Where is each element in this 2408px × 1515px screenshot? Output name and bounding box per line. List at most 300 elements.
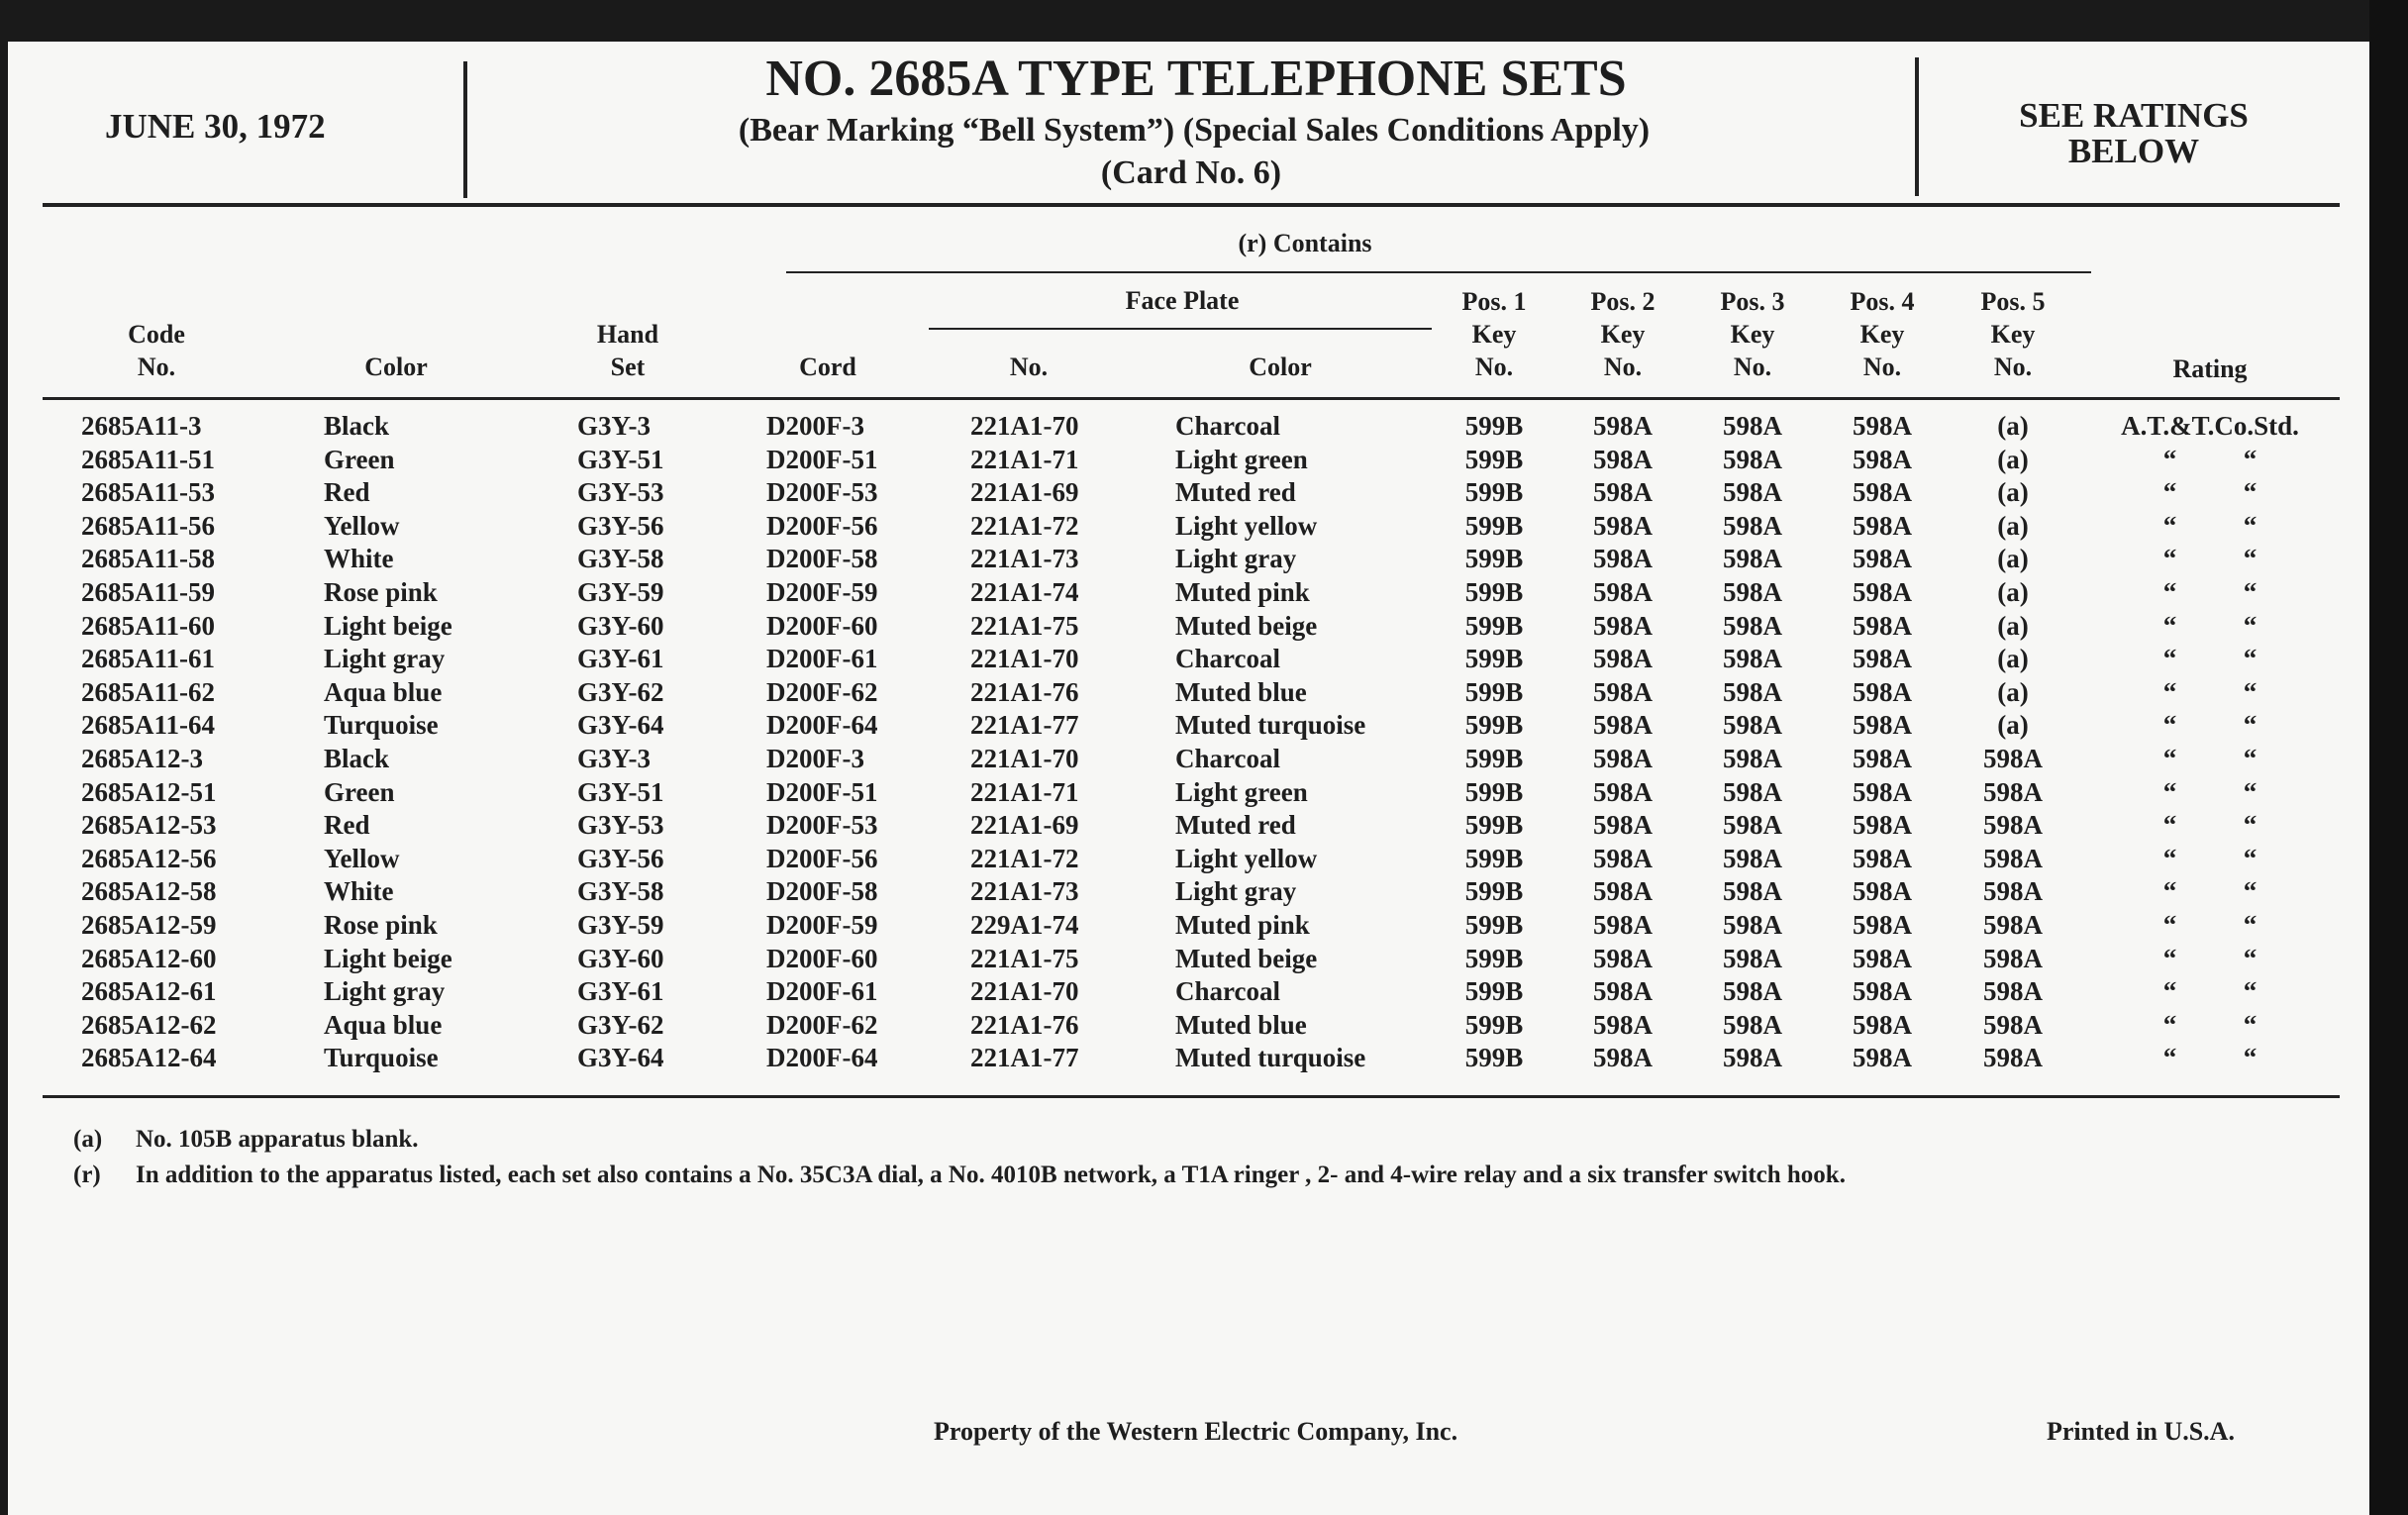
cell-face-plate-color: Charcoal <box>1175 644 1280 674</box>
cell-rating: A.T.&T.Co.Std. <box>2121 411 2299 441</box>
cell-color: Turquoise <box>324 710 439 741</box>
cell-face-plate-color: Muted blue <box>1175 1009 1307 1040</box>
cell-pos3: 598A <box>1723 544 1782 574</box>
cell-pos3: 598A <box>1723 810 1782 841</box>
table-row <box>0 942 2408 975</box>
table-row <box>0 475 2408 509</box>
col-pos3-line1: Pos. 3 <box>1720 287 1785 316</box>
cell-rating: “ “ <box>2162 444 2258 474</box>
cell-hand-set: G3Y-53 <box>577 477 664 508</box>
cell-pos5: (a) <box>1997 610 2029 641</box>
col-faceplate-no: No. <box>1009 353 1049 381</box>
cell-face-plate-color: Muted turquoise <box>1175 1043 1366 1073</box>
cell-code: 2685A11-51 <box>81 444 215 474</box>
cell-pos4: 598A <box>1853 644 1912 674</box>
header-divider-left <box>463 61 467 198</box>
cell-face-plate-no: 221A1-70 <box>970 744 1079 773</box>
cell-color: White <box>324 544 394 574</box>
cell-pos1: 599B <box>1464 510 1524 541</box>
cell-color: Green <box>324 444 395 474</box>
cell-pos1: 599B <box>1464 1043 1524 1073</box>
cell-pos5: 598A <box>1983 744 2043 773</box>
cell-pos1: 599B <box>1464 776 1524 807</box>
col-pos5-line3: No. <box>1993 353 2033 381</box>
cell-pos4: 598A <box>1853 676 1912 707</box>
cell-pos4: 598A <box>1853 411 1912 441</box>
cell-cord: D200F-3 <box>766 411 864 441</box>
cell-hand-set: G3Y-62 <box>577 1009 664 1040</box>
cell-pos4: 598A <box>1853 943 1912 973</box>
cell-face-plate-no: 221A1-77 <box>970 710 1079 741</box>
cell-rating: “ “ <box>2162 1009 2258 1040</box>
cell-pos5: 598A <box>1983 943 2043 973</box>
cell-pos2: 598A <box>1593 411 1653 441</box>
cell-cord: D200F-59 <box>766 910 878 940</box>
table-row <box>0 575 2408 609</box>
cell-hand-set: G3Y-60 <box>577 943 664 973</box>
col-pos3-line2: Key <box>1730 320 1775 349</box>
col-cord: Cord <box>799 353 856 381</box>
cell-face-plate-no: 221A1-75 <box>970 943 1079 973</box>
cell-rating: “ “ <box>2162 744 2258 773</box>
cell-pos5: (a) <box>1997 644 2029 674</box>
cell-hand-set: G3Y-58 <box>577 544 664 574</box>
table-row <box>0 874 2408 908</box>
cell-color: Light gray <box>324 976 446 1007</box>
cell-rating: “ “ <box>2162 976 2258 1007</box>
cell-code: 2685A12-3 <box>81 744 203 773</box>
cell-pos3: 598A <box>1723 744 1782 773</box>
cell-rating: “ “ <box>2162 544 2258 574</box>
cell-hand-set: G3Y-3 <box>577 411 652 441</box>
cell-cord: D200F-3 <box>766 744 864 773</box>
cell-cord: D200F-62 <box>766 676 878 707</box>
cell-pos5: 598A <box>1983 976 2043 1007</box>
cell-face-plate-color: Light yellow <box>1175 510 1318 541</box>
cell-pos4: 598A <box>1853 744 1912 773</box>
footnote-r-text: In addition to the apparatus listed, each set also contains a No. 35C3A dial, a No. 4010B network, a T1A ringer , 2- and 4-wire relay and a six transfer switch hook. <box>136 1162 1846 1188</box>
col-pos4-line3: No. <box>1862 353 1902 381</box>
col-pos1-line2: Key <box>1471 320 1517 349</box>
cell-face-plate-color: Muted blue <box>1175 676 1307 707</box>
table-row <box>0 742 2408 775</box>
cell-face-plate-no: 221A1-70 <box>970 411 1079 441</box>
cell-cord: D200F-51 <box>766 444 878 474</box>
cell-color: Black <box>324 744 390 773</box>
cell-pos4: 598A <box>1853 843 1912 873</box>
cell-face-plate-color: Light gray <box>1175 544 1297 574</box>
cell-code: 2685A11-3 <box>81 411 202 441</box>
cell-code: 2685A12-60 <box>81 943 217 973</box>
cell-hand-set: G3Y-61 <box>577 644 664 674</box>
cell-pos4: 598A <box>1853 776 1912 807</box>
cell-code: 2685A11-64 <box>81 710 215 741</box>
cell-color: Light gray <box>324 644 446 674</box>
cell-face-plate-color: Charcoal <box>1175 411 1280 441</box>
cell-pos5: 598A <box>1983 1009 2043 1040</box>
cell-face-plate-no: 221A1-69 <box>970 810 1079 841</box>
cell-pos2: 598A <box>1593 843 1653 873</box>
header-rule <box>43 203 2340 207</box>
cell-cord: D200F-53 <box>766 477 878 508</box>
cell-face-plate-color: Light green <box>1175 776 1308 807</box>
cell-cord: D200F-60 <box>766 610 878 641</box>
cell-pos5: 598A <box>1983 1043 2043 1073</box>
page-title: NO. 2685A TYPE TELEPHONE SETS <box>765 50 1627 107</box>
contains-header: (r) Contains <box>1238 229 1372 257</box>
table-bottom-rule <box>43 1095 2340 1098</box>
cell-pos5: (a) <box>1997 710 2029 741</box>
cell-code: 2685A12-53 <box>81 810 217 841</box>
cell-face-plate-color: Muted red <box>1175 810 1296 841</box>
date: JUNE 30, 1972 <box>105 107 326 146</box>
cell-pos5: 598A <box>1983 876 2043 907</box>
cell-code: 2685A11-62 <box>81 676 215 707</box>
col-code-line2: No. <box>137 353 176 381</box>
cell-pos2: 598A <box>1593 676 1653 707</box>
table-row <box>0 708 2408 742</box>
cell-pos3: 598A <box>1723 1043 1782 1073</box>
table-row <box>0 1008 2408 1042</box>
col-pos5-line1: Pos. 5 <box>1980 287 2046 316</box>
footer-printed: Printed in U.S.A. <box>2047 1417 2235 1446</box>
cell-pos5: (a) <box>1997 477 2029 508</box>
cell-rating: “ “ <box>2162 876 2258 907</box>
cell-pos5: (a) <box>1997 510 2029 541</box>
cell-face-plate-color: Charcoal <box>1175 744 1280 773</box>
cell-rating: “ “ <box>2162 943 2258 973</box>
cell-hand-set: G3Y-58 <box>577 876 664 907</box>
cell-pos2: 598A <box>1593 1009 1653 1040</box>
see-ratings-below: BELOW <box>2067 132 2200 170</box>
cell-hand-set: G3Y-56 <box>577 510 664 541</box>
cell-code: 2685A11-60 <box>81 610 215 641</box>
cell-pos4: 598A <box>1853 577 1912 607</box>
cell-code: 2685A11-61 <box>81 644 215 674</box>
cell-rating: “ “ <box>2162 610 2258 641</box>
cell-cord: D200F-51 <box>766 776 878 807</box>
cell-color: Red <box>324 810 370 841</box>
cell-pos1: 599B <box>1464 411 1524 441</box>
cell-color: Red <box>324 477 370 508</box>
cell-pos3: 598A <box>1723 943 1782 973</box>
cell-face-plate-no: 221A1-72 <box>970 510 1079 541</box>
cell-pos1: 599B <box>1464 910 1524 940</box>
cell-face-plate-color: Muted pink <box>1175 910 1310 940</box>
cell-cord: D200F-62 <box>766 1009 878 1040</box>
cell-pos3: 598A <box>1723 510 1782 541</box>
cell-pos5: (a) <box>1997 444 2029 474</box>
cell-hand-set: G3Y-3 <box>577 744 652 773</box>
col-pos1-line3: No. <box>1474 353 1514 381</box>
cell-rating: “ “ <box>2162 776 2258 807</box>
cell-color: Yellow <box>324 843 400 873</box>
col-color: Color <box>364 353 428 381</box>
cell-pos2: 598A <box>1593 1043 1653 1073</box>
cell-rating: “ “ <box>2162 843 2258 873</box>
col-handset-line1: Hand <box>596 320 659 349</box>
col-pos2-line1: Pos. 2 <box>1590 287 1656 316</box>
cell-face-plate-no: 229A1-74 <box>970 910 1079 940</box>
cell-cord: D200F-64 <box>766 1043 878 1073</box>
see-ratings: SEE RATINGS <box>2019 96 2249 135</box>
cell-rating: “ “ <box>2162 510 2258 541</box>
cell-face-plate-no: 221A1-73 <box>970 544 1079 574</box>
cell-hand-set: G3Y-51 <box>577 444 664 474</box>
cell-face-plate-no: 221A1-69 <box>970 477 1079 508</box>
footnote-a-mark: (a) <box>73 1126 103 1153</box>
cell-code: 2685A11-56 <box>81 510 215 541</box>
cell-face-plate-no: 221A1-70 <box>970 644 1079 674</box>
col-pos1-line1: Pos. 1 <box>1461 287 1527 316</box>
cell-color: Light beige <box>324 610 452 641</box>
cell-pos4: 598A <box>1853 477 1912 508</box>
cell-color: Yellow <box>324 510 400 541</box>
cell-face-plate-no: 221A1-71 <box>970 444 1079 474</box>
table-row <box>0 974 2408 1008</box>
footnote-r-mark: (r) <box>73 1162 101 1188</box>
cell-hand-set: G3Y-62 <box>577 676 664 707</box>
table-row <box>0 642 2408 675</box>
table-row <box>0 808 2408 842</box>
cell-code: 2685A12-58 <box>81 876 217 907</box>
cell-pos1: 599B <box>1464 710 1524 741</box>
cell-pos4: 598A <box>1853 544 1912 574</box>
cell-pos3: 598A <box>1723 976 1782 1007</box>
cell-color: Aqua blue <box>324 676 443 707</box>
cell-color: Turquoise <box>324 1043 439 1073</box>
cell-pos5: (a) <box>1997 676 2029 707</box>
cell-pos2: 598A <box>1593 976 1653 1007</box>
cell-face-plate-color: Muted beige <box>1175 943 1318 973</box>
cell-pos4: 598A <box>1853 444 1912 474</box>
cell-pos3: 598A <box>1723 676 1782 707</box>
cell-color: Light beige <box>324 943 452 973</box>
col-pos4-line1: Pos. 4 <box>1850 287 1915 316</box>
cell-pos2: 598A <box>1593 510 1653 541</box>
cell-color: Black <box>324 411 390 441</box>
table-row <box>0 1041 2408 1074</box>
cell-face-plate-no: 221A1-76 <box>970 1009 1079 1040</box>
cell-face-plate-no: 221A1-77 <box>970 1043 1079 1073</box>
cell-hand-set: G3Y-64 <box>577 710 664 741</box>
cell-hand-set: G3Y-64 <box>577 1043 664 1073</box>
cell-pos2: 598A <box>1593 577 1653 607</box>
col-rating: Rating <box>2172 354 2248 383</box>
col-pos3-line3: No. <box>1733 353 1772 381</box>
cell-pos3: 598A <box>1723 843 1782 873</box>
cell-pos3: 598A <box>1723 710 1782 741</box>
cell-pos3: 598A <box>1723 776 1782 807</box>
cell-cord: D200F-61 <box>766 644 878 674</box>
cell-pos3: 598A <box>1723 577 1782 607</box>
contains-rule <box>786 271 2091 273</box>
cell-face-plate-color: Muted pink <box>1175 577 1310 607</box>
cell-code: 2685A12-62 <box>81 1009 217 1040</box>
cell-pos2: 598A <box>1593 910 1653 940</box>
card-number: (Card No. 6) <box>1100 154 1282 191</box>
col-pos4-line2: Key <box>1859 320 1905 349</box>
cell-pos2: 598A <box>1593 477 1653 508</box>
cell-rating: “ “ <box>2162 910 2258 940</box>
cell-face-plate-color: Charcoal <box>1175 976 1280 1007</box>
cell-face-plate-no: 221A1-72 <box>970 843 1079 873</box>
cell-pos4: 598A <box>1853 910 1912 940</box>
cell-face-plate-color: Muted red <box>1175 477 1296 508</box>
cell-hand-set: G3Y-59 <box>577 577 664 607</box>
cell-pos1: 599B <box>1464 943 1524 973</box>
table-row <box>0 409 2408 443</box>
col-pos2-line3: No. <box>1603 353 1643 381</box>
cell-pos1: 599B <box>1464 976 1524 1007</box>
cell-pos1: 599B <box>1464 744 1524 773</box>
cell-pos5: 598A <box>1983 810 2043 841</box>
cell-hand-set: G3Y-59 <box>577 910 664 940</box>
cell-pos4: 598A <box>1853 876 1912 907</box>
cell-pos4: 598A <box>1853 1009 1912 1040</box>
cell-pos3: 598A <box>1723 1009 1782 1040</box>
cell-code: 2685A11-53 <box>81 477 215 508</box>
footnote-a-text: No. 105B apparatus blank. <box>136 1126 419 1153</box>
cell-face-plate-no: 221A1-70 <box>970 976 1079 1007</box>
cell-rating: “ “ <box>2162 810 2258 841</box>
cell-rating: “ “ <box>2162 644 2258 674</box>
cell-pos2: 598A <box>1593 776 1653 807</box>
table-row <box>0 542 2408 575</box>
cell-pos4: 598A <box>1853 510 1912 541</box>
col-pos2-line2: Key <box>1600 320 1646 349</box>
cell-code: 2685A12-56 <box>81 843 217 873</box>
cell-hand-set: G3Y-51 <box>577 776 664 807</box>
cell-pos1: 599B <box>1464 477 1524 508</box>
cell-pos2: 598A <box>1593 744 1653 773</box>
cell-pos2: 598A <box>1593 544 1653 574</box>
cell-pos4: 598A <box>1853 976 1912 1007</box>
cell-face-plate-color: Muted beige <box>1175 610 1318 641</box>
cell-rating: “ “ <box>2162 676 2258 707</box>
cell-color: Green <box>324 776 395 807</box>
table-row <box>0 775 2408 809</box>
cell-pos2: 598A <box>1593 644 1653 674</box>
cell-cord: D200F-56 <box>766 843 878 873</box>
cell-face-plate-color: Light gray <box>1175 876 1297 907</box>
subtitle: (Bear Marking “Bell System”) (Special Sales Conditions Apply) <box>738 112 1651 149</box>
table-row <box>0 675 2408 709</box>
cell-pos2: 598A <box>1593 810 1653 841</box>
cell-code: 2685A12-64 <box>81 1043 217 1073</box>
cell-hand-set: G3Y-56 <box>577 843 664 873</box>
cell-cord: D200F-58 <box>766 876 878 907</box>
cell-rating: “ “ <box>2162 477 2258 508</box>
cell-pos4: 598A <box>1853 1043 1912 1073</box>
cell-face-plate-no: 221A1-76 <box>970 676 1079 707</box>
cell-rating: “ “ <box>2162 1043 2258 1073</box>
cell-pos5: (a) <box>1997 577 2029 607</box>
footer-property: Property of the Western Electric Company, Inc. <box>934 1417 1458 1446</box>
col-code-line1: Code <box>128 320 185 349</box>
face-plate-header: Face Plate <box>1125 286 1240 315</box>
cell-pos2: 598A <box>1593 876 1653 907</box>
cell-face-plate-color: Light yellow <box>1175 843 1318 873</box>
header-divider-right <box>1915 57 1919 196</box>
cell-pos3: 598A <box>1723 444 1782 474</box>
column-header-rule <box>43 397 2340 400</box>
cell-face-plate-no: 221A1-74 <box>970 577 1079 607</box>
cell-pos1: 599B <box>1464 610 1524 641</box>
cell-pos4: 598A <box>1853 710 1912 741</box>
cell-hand-set: G3Y-61 <box>577 976 664 1007</box>
cell-pos2: 598A <box>1593 444 1653 474</box>
cell-cord: D200F-58 <box>766 544 878 574</box>
cell-color: Aqua blue <box>324 1009 443 1040</box>
cell-pos5: 598A <box>1983 843 2043 873</box>
cell-pos1: 599B <box>1464 644 1524 674</box>
cell-cord: D200F-53 <box>766 810 878 841</box>
cell-pos3: 598A <box>1723 477 1782 508</box>
cell-code: 2685A11-59 <box>81 577 215 607</box>
cell-face-plate-no: 221A1-71 <box>970 776 1079 807</box>
cell-code: 2685A11-58 <box>81 544 215 574</box>
cell-cord: D200F-56 <box>766 510 878 541</box>
cell-pos4: 598A <box>1853 810 1912 841</box>
cell-rating: “ “ <box>2162 710 2258 741</box>
cell-face-plate-no: 221A1-73 <box>970 876 1079 907</box>
cell-cord: D200F-61 <box>766 976 878 1007</box>
cell-pos5: 598A <box>1983 776 2043 807</box>
cell-pos2: 598A <box>1593 943 1653 973</box>
cell-pos1: 599B <box>1464 544 1524 574</box>
cell-pos1: 599B <box>1464 843 1524 873</box>
table-row <box>0 842 2408 875</box>
cell-pos1: 599B <box>1464 444 1524 474</box>
col-pos5-line2: Key <box>1990 320 2036 349</box>
cell-pos2: 598A <box>1593 710 1653 741</box>
cell-face-plate-color: Light green <box>1175 444 1308 474</box>
cell-pos5: 598A <box>1983 910 2043 940</box>
cell-pos3: 598A <box>1723 910 1782 940</box>
cell-code: 2685A12-51 <box>81 776 217 807</box>
cell-pos1: 599B <box>1464 810 1524 841</box>
cell-cord: D200F-60 <box>766 943 878 973</box>
cell-code: 2685A12-61 <box>81 976 217 1007</box>
cell-face-plate-color: Muted turquoise <box>1175 710 1366 741</box>
cell-pos2: 598A <box>1593 610 1653 641</box>
cell-cord: D200F-59 <box>766 577 878 607</box>
cell-pos1: 599B <box>1464 1009 1524 1040</box>
cell-pos1: 599B <box>1464 676 1524 707</box>
cell-cord: D200F-64 <box>766 710 878 741</box>
cell-pos1: 599B <box>1464 876 1524 907</box>
cell-pos3: 598A <box>1723 644 1782 674</box>
table-row <box>0 443 2408 476</box>
table-row <box>0 609 2408 643</box>
cell-pos4: 598A <box>1853 610 1912 641</box>
cell-hand-set: G3Y-60 <box>577 610 664 641</box>
cell-color: White <box>324 876 394 907</box>
cell-pos1: 599B <box>1464 577 1524 607</box>
col-faceplate-color: Color <box>1249 353 1312 381</box>
cell-rating: “ “ <box>2162 577 2258 607</box>
cell-pos3: 598A <box>1723 411 1782 441</box>
cell-code: 2685A12-59 <box>81 910 217 940</box>
cell-pos5: (a) <box>1997 544 2029 574</box>
cell-color: Rose pink <box>324 910 438 940</box>
cell-hand-set: G3Y-53 <box>577 810 664 841</box>
face-plate-rule <box>929 328 1432 330</box>
col-handset-line2: Set <box>610 353 646 381</box>
cell-color: Rose pink <box>324 577 438 607</box>
cell-pos3: 598A <box>1723 610 1782 641</box>
